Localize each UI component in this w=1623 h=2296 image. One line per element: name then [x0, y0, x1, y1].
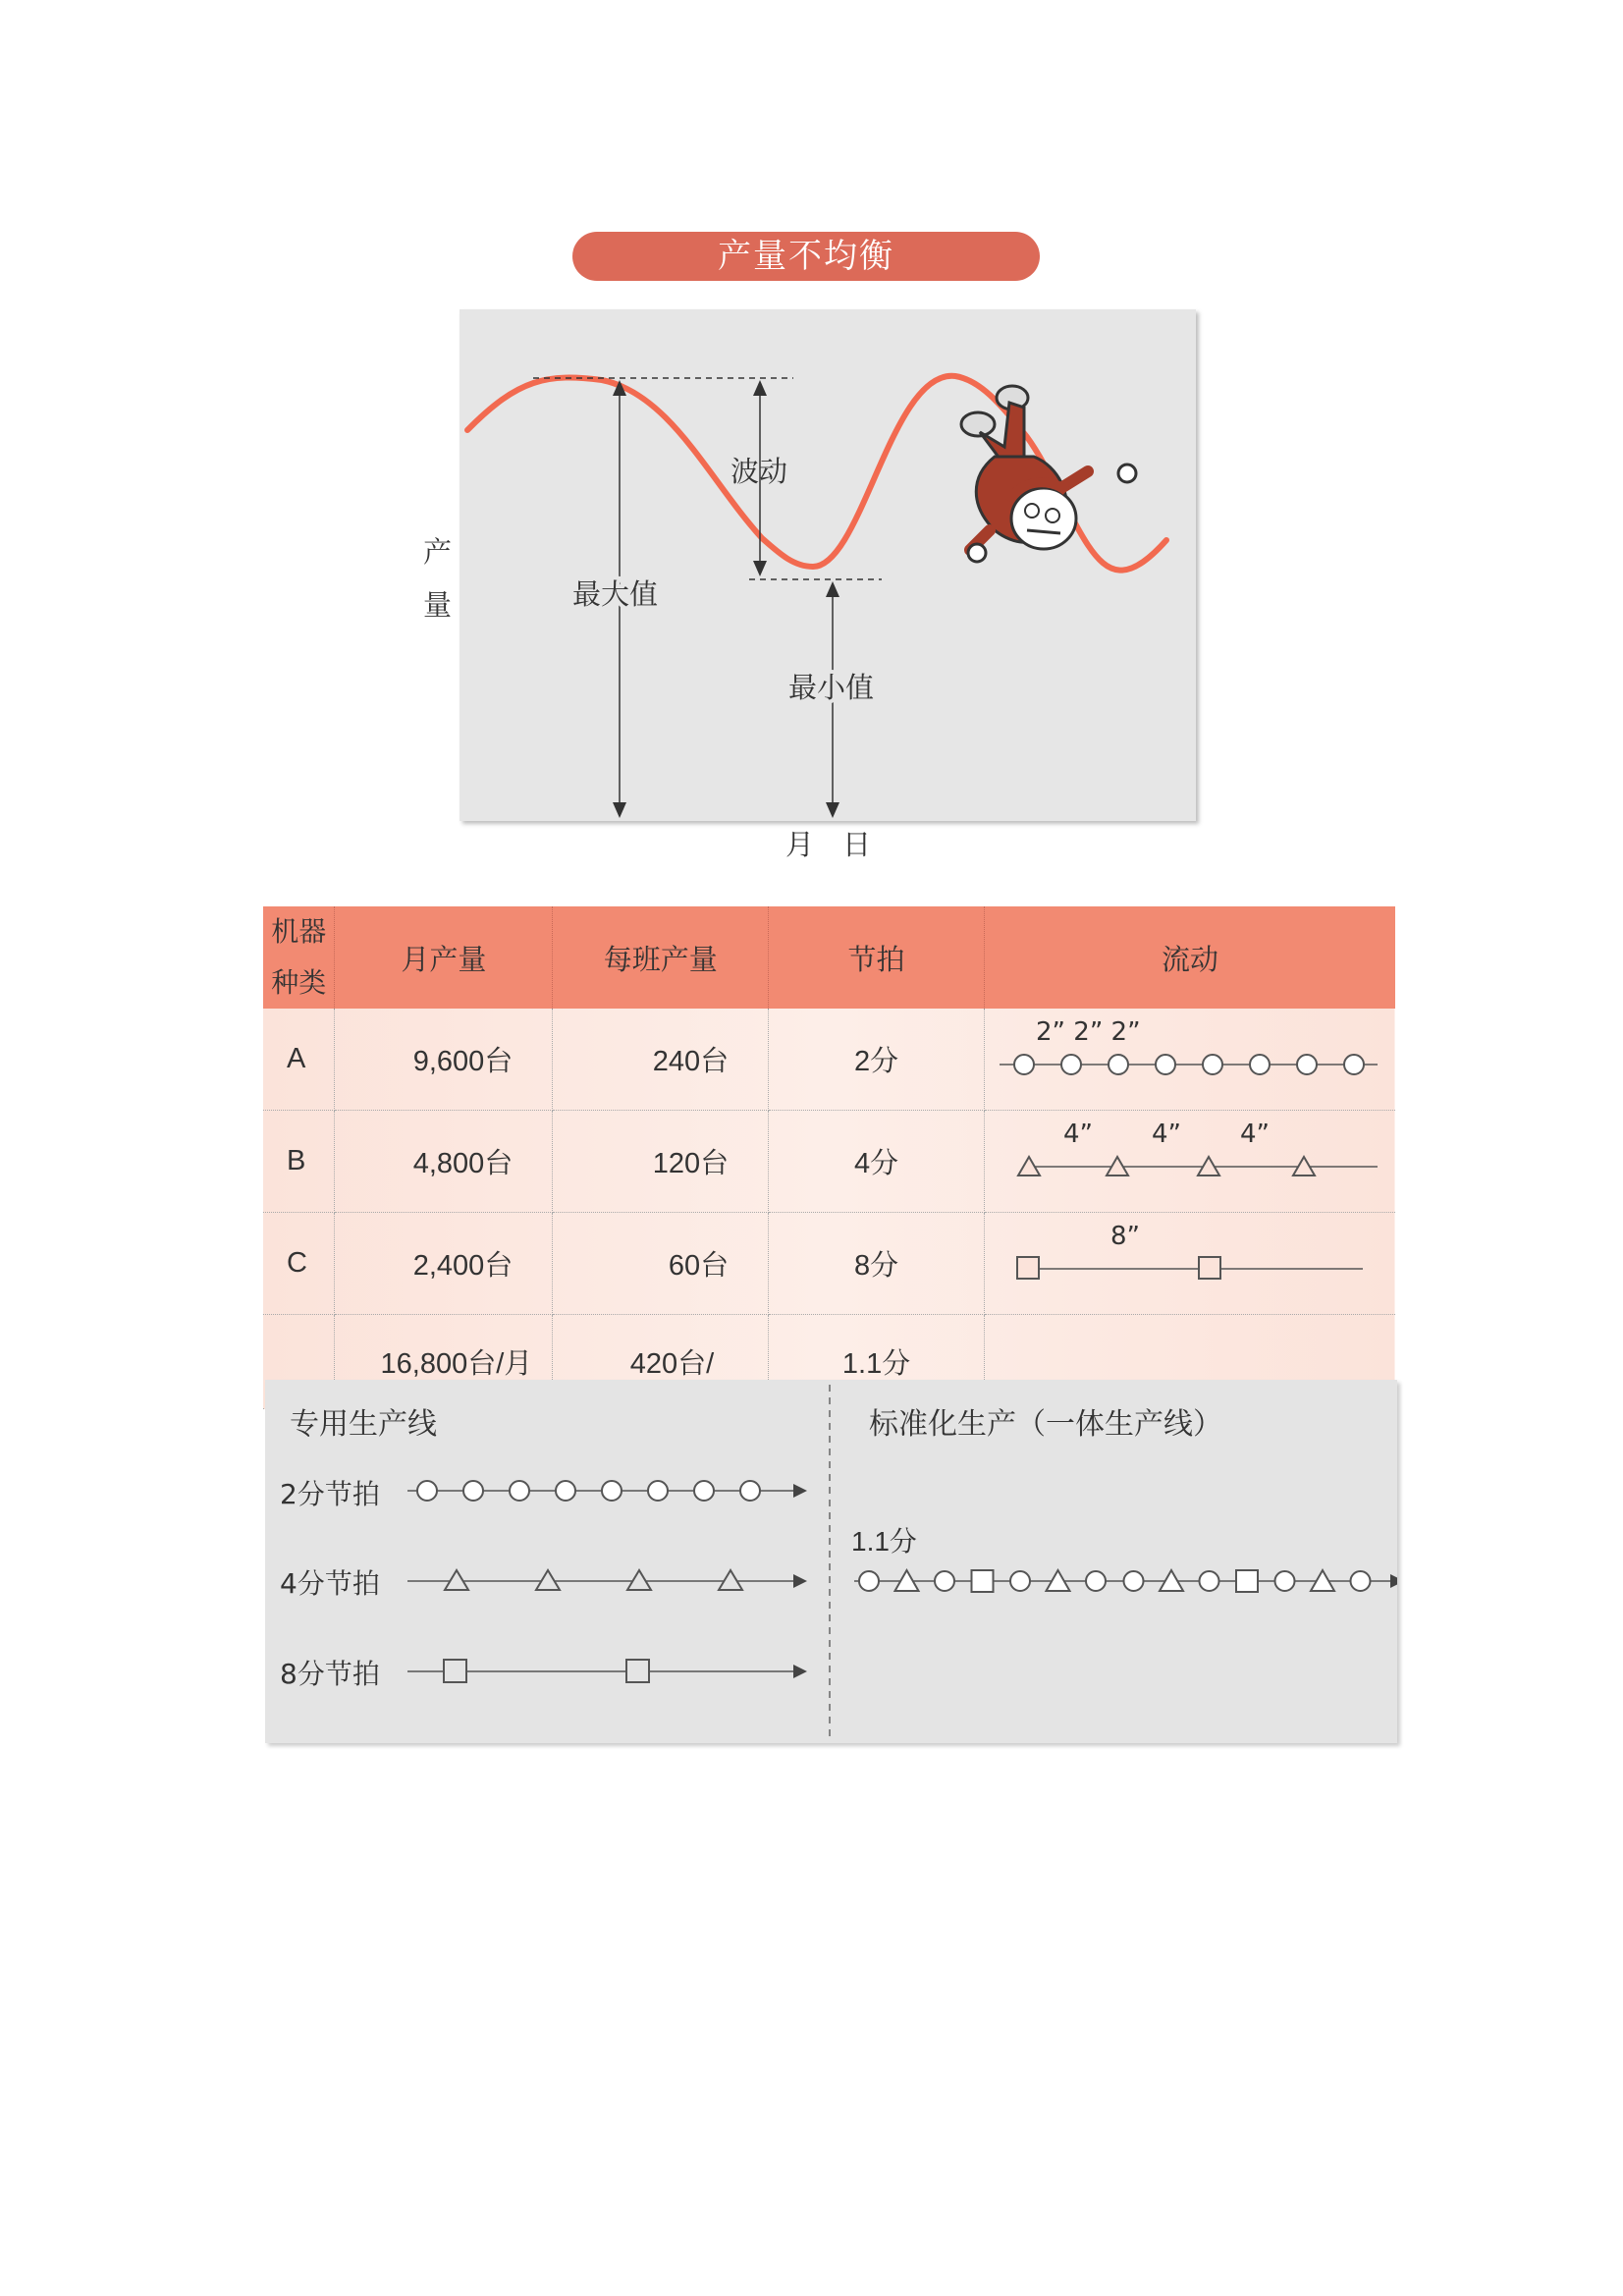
header-monthly: 月产量: [335, 906, 553, 1009]
mixed-square-icon: [972, 1570, 994, 1592]
mixed-takt-label: 1.1分: [851, 1526, 917, 1557]
cell-takt: 8分: [769, 1213, 985, 1315]
takt-4-line: [407, 1570, 807, 1590]
flow-circles-svg: [985, 1009, 1395, 1102]
takt-8-line: [407, 1660, 807, 1682]
mixed-line: [854, 1570, 1397, 1592]
header-takt: 节拍: [769, 906, 985, 1009]
flow-square-icons: [1017, 1257, 1220, 1279]
table-row: [263, 1009, 1395, 1111]
y-axis-label-2: 量: [423, 588, 453, 622]
mixed-circle-icon: [859, 1571, 879, 1591]
cell-takt: 2分: [769, 1009, 985, 1111]
fluctuation-label: 波动: [730, 455, 788, 488]
cell-monthly: 9,600台: [335, 1009, 553, 1111]
flow-squares-svg: [985, 1213, 1395, 1306]
flow-label: 4”: [1239, 1120, 1270, 1149]
header-per-shift: 每班产量: [553, 906, 769, 1009]
dedicated-line-title: 专用生产线: [290, 1407, 437, 1442]
machine-production-table: [263, 906, 1395, 1409]
mixed-circle-icon: [1275, 1571, 1295, 1591]
cell-type: A: [263, 1009, 335, 1111]
takt-8-label: 8分节拍: [280, 1658, 380, 1690]
mixed-circle-icon: [935, 1571, 954, 1591]
header-machine-type-line1: 机器: [271, 916, 327, 947]
takt-4-label: 4分节拍: [280, 1567, 380, 1600]
takt-2-line: [407, 1481, 807, 1501]
fluctuation-arrow-top: [753, 380, 767, 396]
fluctuation-arrow-bottom: [753, 561, 767, 576]
cell-monthly: 4,800台: [335, 1111, 553, 1213]
falling-character-icon: [961, 386, 1136, 562]
mixed-circle-icon: [1086, 1571, 1106, 1591]
table-row: [263, 1111, 1395, 1213]
cell-per-shift: 120台: [553, 1111, 769, 1213]
cell-flow: [984, 1111, 1395, 1213]
production-wave-panel: [460, 309, 1196, 821]
header-flow: 流动: [984, 906, 1395, 1009]
cell-takt-total: 1.1分: [769, 1315, 985, 1409]
header-machine-type: [263, 906, 335, 1009]
production-lines-panel: [265, 1380, 1397, 1743]
mixed-circle-icon: [1010, 1571, 1030, 1591]
cell-per-shift-total: 420台/: [553, 1315, 769, 1409]
min-label: 最小值: [788, 671, 875, 704]
flow-triangles-svg: [985, 1111, 1395, 1204]
y-axis-label-1: 产: [423, 535, 453, 569]
max-arrow-bottom: [613, 802, 626, 818]
flow-label: 2” 2” 2”: [1035, 1017, 1141, 1047]
cell-type: B: [263, 1111, 335, 1213]
header-machine-type-line2: 种类: [271, 967, 327, 998]
cell-per-shift: 240台: [553, 1009, 769, 1111]
min-arrow-bottom: [826, 802, 839, 818]
cell-flow: [984, 1213, 1395, 1315]
cell-takt: 4分: [769, 1111, 985, 1213]
flow-label: 8”: [1109, 1222, 1140, 1251]
mixed-circle-icon: [1124, 1571, 1144, 1591]
mixed-square-icon: [1236, 1570, 1258, 1592]
flow-label: 4”: [1062, 1120, 1093, 1149]
mixed-circle-icon: [1200, 1571, 1219, 1591]
production-lines-svg: [265, 1380, 1397, 1743]
cell-type: C: [263, 1213, 335, 1315]
table-header-row: [263, 906, 1395, 1009]
cell-flow: [984, 1009, 1395, 1111]
cell-monthly: 2,400台: [335, 1213, 553, 1315]
x-axis-label: 月 日: [785, 828, 872, 861]
standard-line-title: 标准化生产（一体生产线）: [869, 1407, 1222, 1442]
takt-2-label: 2分节拍: [280, 1478, 380, 1510]
max-label: 最大值: [572, 577, 659, 611]
cell-per-shift: 60台: [553, 1213, 769, 1315]
production-wave-svg: [460, 309, 1196, 821]
page-title: 产量不均衡: [572, 232, 1040, 281]
mixed-circle-icon: [1351, 1571, 1371, 1591]
cell-monthly-total: 16,800台/月: [335, 1315, 553, 1409]
min-arrow-top: [826, 581, 839, 597]
flow-label: 4”: [1151, 1120, 1181, 1149]
table-row: [263, 1213, 1395, 1315]
